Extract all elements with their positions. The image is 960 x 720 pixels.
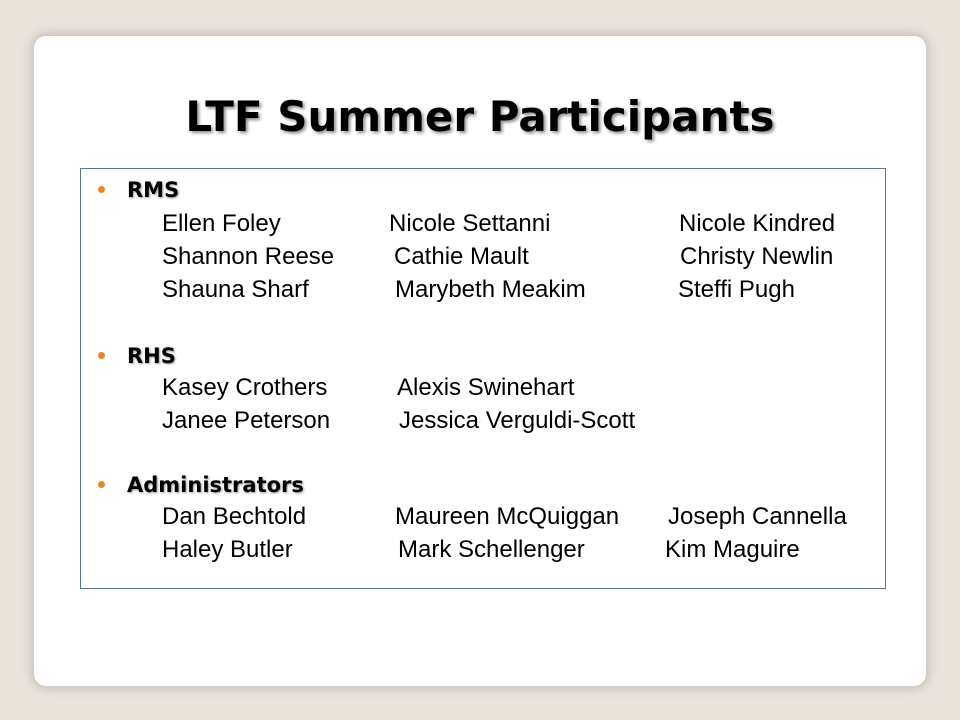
participant-name: Joseph Cannella (668, 503, 847, 530)
participant-name: Shannon Reese (162, 243, 335, 270)
participant-name: Marybeth Meakim (395, 276, 586, 303)
participant-name: Steffi Pugh (678, 276, 795, 303)
participant-name: Shauna Sharf (162, 276, 309, 303)
participant-name: Kasey Crothers (162, 374, 328, 401)
slide-title: LTF Summer Participants (185, 92, 775, 141)
bullet-icon (98, 479, 108, 489)
bullet-icon (98, 184, 108, 194)
participant-name: Mark Schellenger (398, 536, 585, 563)
group-heading-administrators: Administrators (127, 473, 304, 497)
participant-name: Christy Newlin (680, 243, 834, 270)
bullet-icon (98, 350, 108, 360)
participant-name: Maureen McQuiggan (395, 503, 620, 530)
group-heading-rhs: RHS (127, 344, 176, 368)
participant-name: Dan Bechtold (162, 503, 307, 530)
participant-name: Haley Butler (162, 536, 293, 563)
participant-name: Nicole Settanni (389, 210, 551, 237)
participant-name: Alexis Swinehart (397, 374, 575, 401)
participant-name: Ellen Foley (162, 210, 281, 237)
participant-name: Cathie Mault (394, 243, 529, 270)
group-heading-rms: RMS (127, 178, 180, 202)
participant-name: Jessica Verguldi-Scott (399, 407, 636, 434)
participant-name: Nicole Kindred (679, 210, 836, 237)
participant-name: Janee Peterson (162, 407, 331, 434)
participant-name: Kim Maguire (665, 536, 800, 563)
